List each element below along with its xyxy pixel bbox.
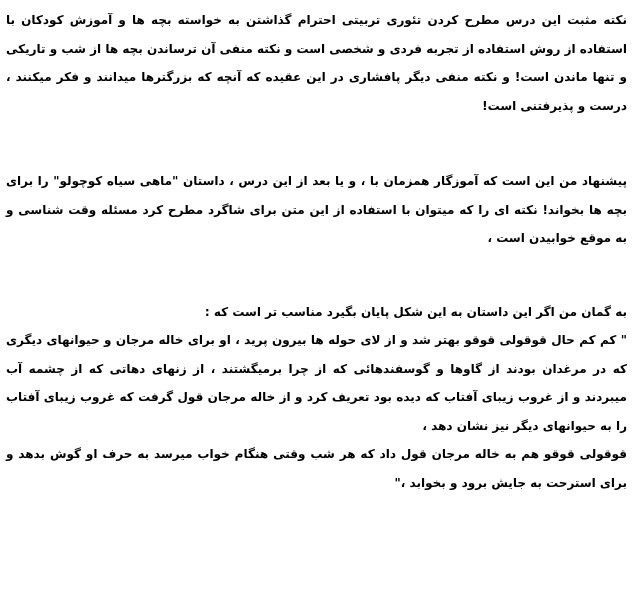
paragraph-spacer bbox=[6, 120, 627, 167]
paragraph-suggestion: پیشنهاد من این است که آموزگار همزمان با ، و یا بعد از این درس ، داستان "ماهی سیاه کوچولو" را برای بچه ها بخواند! نکته ای را که میتوان با استفاده از این متن برای شاگرد مطرح کرد مسئله وقت شناسی و به موقع خوابیدن است ، bbox=[6, 174, 627, 245]
paragraph-proposed-ending-intro: به گمان من اگر این داستان به این شکل پایان بگیرد مناسب تر است که : bbox=[204, 304, 627, 319]
paragraph-proposed-ending-close: قوقولی قوقو هم به خاله مرجان قول داد که هر شب وقتی هنگام خواب میرسد به حرف او گوش بدهد و برای استرحت به جایش برود و بخوابد ،" bbox=[6, 447, 627, 490]
paragraph-proposed-ending-quote: " کم کم حال قوقولی قوقو بهتر شد و از لای حوله ها بیرون پرید ، او برای خاله مرجان و حیوانهای دیگری که در مرغدان بودند از گاوها و گوسفندهائی که از چرا برمیگشتند ، از زنهای دهاتی که از چشمه آب میبردند و از غروب زیبای آفتاب که دیده بود تعریف کرد و از خاله مرجان قول گرفت که غروب زیبای آفتاب را به حیوانهای دیگر نیز نشان دهد ، bbox=[6, 333, 627, 433]
paragraph-spacer bbox=[6, 253, 627, 298]
paragraph-lesson-critique: نکته مثبت این درس مطرح کردن تئوری تربیتی احترام گذاشتن به خواسته بچه ها و آموزش کودکان با استفاده از روش استفاده از تجربه فردی و شخصی است و نکته منفی آن ترساندن بچه ها از شب و تاریکی و تنها ماندن است! و نکته منفی دیگر پافشاری در این عقیده که آنچه که بزرگترها میدانند و فکر میکنند ، درست و پذیرفتنی است! bbox=[6, 13, 627, 113]
